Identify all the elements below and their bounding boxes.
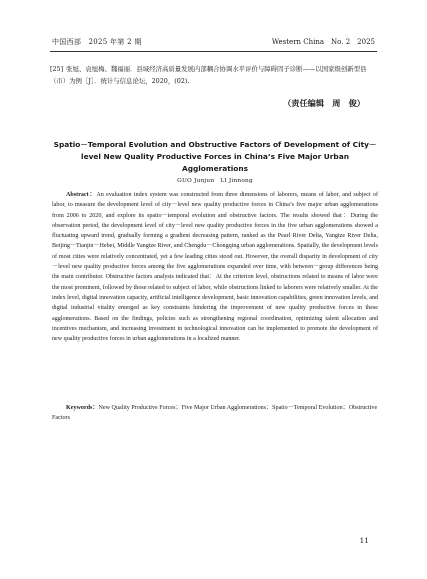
article-title-line-2: level New Quality Productive Forces in China’s Five Major Urban Agglomerations — [81, 152, 349, 173]
journal-header-cn: 中国西部 2025 年第 2 期 — [52, 38, 142, 46]
article-title — [50, 139, 380, 175]
keywords-label: Keywords： — [66, 405, 99, 411]
responsible-editor: （责任编辑 周 俊） — [283, 98, 365, 108]
abstract-label: Abstract： — [66, 192, 97, 198]
header-divider — [50, 51, 377, 52]
keywords-text: New Quality Productive Forces；Five Major Urban Agglomerations；Spatio－Temporal Evolution；Obstructive Factors — [52, 405, 378, 422]
article-authors: GUO Junjun LI Jinnong — [177, 178, 253, 184]
reference-text: 张旭、袁旭梅、魏福丽．县域经济高质量发展内部耦合协调水平评价与障碍因子诊断——以国家级创新型县（市）为例［J］．统计与信息论坛，2020，(02). — [50, 65, 367, 85]
page-number: 11 — [359, 536, 369, 545]
article-title-line-1: Spatio－Temporal Evolution and Obstructive Factors of Development of City－ — [53, 140, 377, 149]
abstract-paragraph — [52, 190, 378, 344]
reference-entry — [50, 63, 380, 87]
reference-number: [25] — [50, 65, 64, 73]
journal-header-en: Western China No. 2 2025 — [271, 38, 375, 46]
abstract-text: An evaluation index system was constructed from three dimensions of laborers, means of labor, and subject of labor, to measure the development level of city－level new quality productive forces in China’s five major urban agglomerations from 2006 to 2020, and explore its spatio－temporal evolution and obstructive factors. The results showed that：During the observation period, the development level of city－level new quality productive forces in the five urban agglomerations showed a fluctuating upward trend, gradually forming a gradient decreasing pattern, ranked as the Pearl River Delta, Yangtze River Delta, Beijing－Tianjin－Hebei, Middle Yangtze River, and Chengdu－Chongqing urban agglomerations. Spatially, the development levels of most cities were relatively concentrated, yet a few leading cities stood out. However, the overall disparity in development of city－level new quality productive forces among the five agglomerations expanded over time, with between－group differences being the main contributor. Obstructive factors analysis indicated that：At the criterion level, obstructions related to means of labor were the most prominent, followed by those related to subject of labor, while obstructions linked to laborers were relatively smaller. At the index level, digital innovation capacity, artificial intelligence development, basic innovation capabilities, green innovation levels, and digital industrial vitality emerged as key constraints hindering the improvement of new quality productive forces in these agglomerations. Based on the findings, policies such as strengthening regional coordination, optimizing talent allocation and incentives mechanism, and increasing investment in technological innovation can be implemented to promote the development of new quality productive forces in urban agglomerations in a localized manner. — [52, 192, 378, 343]
keywords-paragraph — [52, 403, 378, 424]
